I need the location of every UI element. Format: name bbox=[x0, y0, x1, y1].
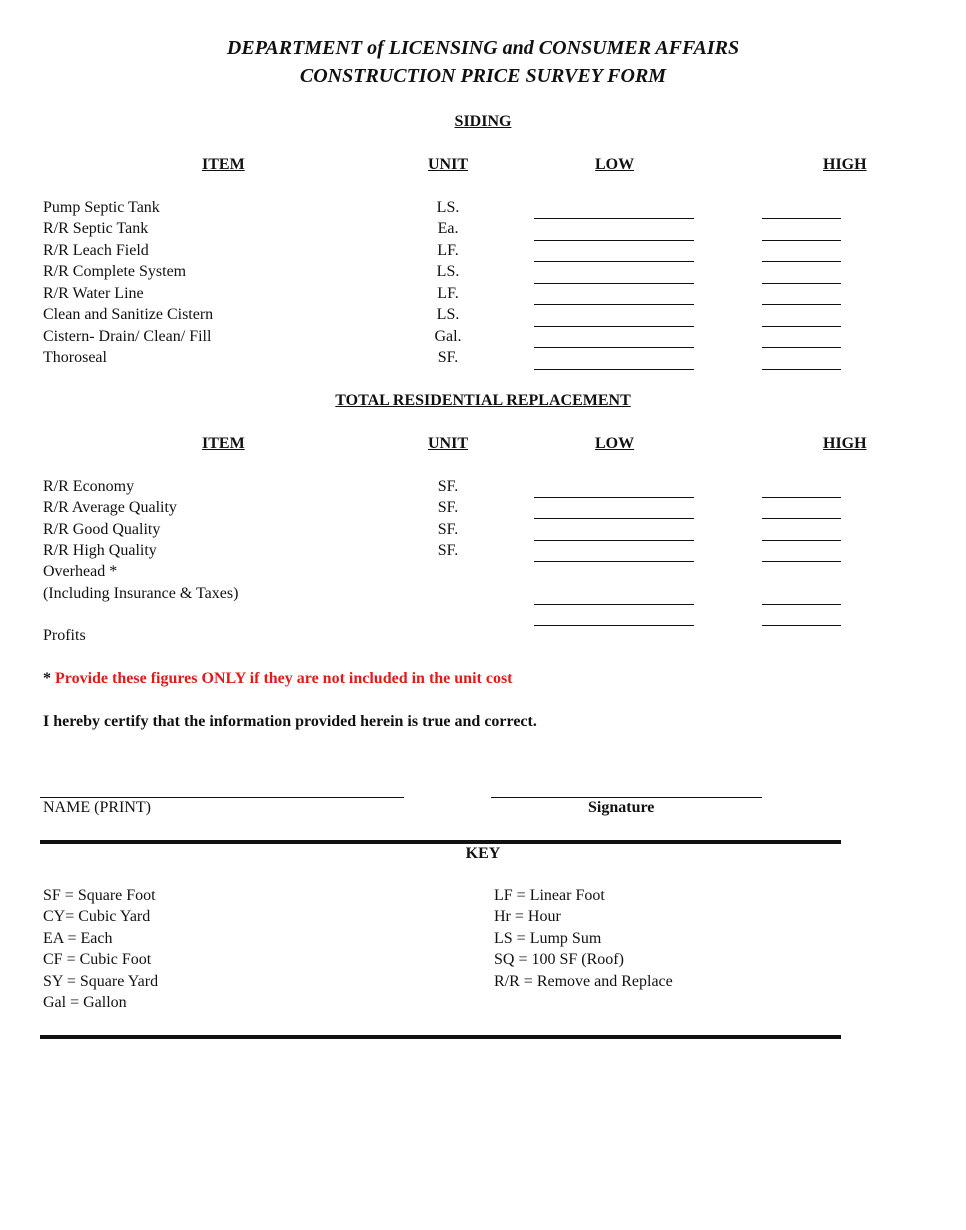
form-title-line2: CONSTRUCTION PRICE SURVEY FORM bbox=[299, 65, 667, 87]
siding-row-unit: SF. bbox=[437, 349, 459, 366]
section-heading-siding: SIDING bbox=[454, 113, 512, 130]
column-header-low: LOW bbox=[595, 435, 635, 452]
key-top-rule bbox=[40, 840, 841, 844]
replacement-row-unit: SF. bbox=[437, 521, 459, 538]
note-asterisk: * bbox=[43, 670, 51, 687]
siding-row-unit: LS. bbox=[436, 263, 460, 280]
signature-line[interactable] bbox=[491, 797, 762, 798]
key-left-item: SY = Square Yard bbox=[43, 973, 159, 990]
overhead-high-field[interactable] bbox=[762, 604, 841, 605]
replacement-row-unit: SF. bbox=[437, 542, 459, 559]
column-header-high: HIGH bbox=[823, 435, 867, 452]
replacement-row-high-field[interactable] bbox=[762, 518, 841, 519]
replacement-row-high-field[interactable] bbox=[762, 540, 841, 541]
note-line bbox=[43, 670, 513, 688]
siding-row-item: Thoroseal bbox=[43, 349, 107, 366]
siding-row-low-field[interactable] bbox=[534, 240, 694, 241]
certification-statement: I hereby certify that the information provided herein is true and correct. bbox=[43, 713, 537, 730]
column-header-unit: UNIT bbox=[428, 156, 469, 173]
replacement-row-high-field[interactable] bbox=[762, 561, 841, 562]
siding-row-low-field[interactable] bbox=[534, 326, 694, 327]
siding-row-low-field[interactable] bbox=[534, 218, 694, 219]
column-header-low: LOW bbox=[595, 156, 635, 173]
key-left-item: Gal = Gallon bbox=[43, 994, 127, 1011]
siding-row-item: Clean and Sanitize Cistern bbox=[43, 306, 214, 323]
siding-row-unit: LS. bbox=[436, 199, 460, 216]
replacement-row-low-field[interactable] bbox=[534, 561, 694, 562]
column-header-item: ITEM bbox=[202, 156, 245, 173]
siding-row-item: R/R Septic Tank bbox=[43, 220, 149, 237]
profits-label: Profits bbox=[43, 627, 86, 644]
replacement-row-item: R/R High Quality bbox=[43, 542, 157, 559]
column-header-unit: UNIT bbox=[428, 435, 469, 452]
signature-label: Signature bbox=[588, 799, 655, 816]
key-heading: KEY bbox=[465, 845, 501, 862]
replacement-row-item: R/R Economy bbox=[43, 478, 135, 495]
key-left-item: EA = Each bbox=[43, 930, 113, 947]
siding-row-item: R/R Water Line bbox=[43, 285, 144, 302]
overhead-low-field[interactable] bbox=[534, 604, 694, 605]
column-header-high-clip bbox=[823, 435, 867, 453]
siding-row-low-field[interactable] bbox=[534, 261, 694, 262]
siding-row-high-field[interactable] bbox=[762, 369, 841, 370]
siding-row-unit: LF. bbox=[437, 242, 459, 259]
siding-row-low-field[interactable] bbox=[534, 347, 694, 348]
key-left-item: CF = Cubic Foot bbox=[43, 951, 152, 968]
column-header-item: ITEM bbox=[202, 435, 245, 452]
siding-row-high-field[interactable] bbox=[762, 240, 841, 241]
key-left-item: SF = Square Foot bbox=[43, 887, 156, 904]
name-print-label: NAME (PRINT) bbox=[43, 799, 151, 816]
profits-high-field[interactable] bbox=[762, 625, 841, 626]
key-right-item: Hr = Hour bbox=[494, 908, 561, 925]
key-left-item: CY= Cubic Yard bbox=[43, 908, 151, 925]
note-text: Provide these figures ONLY if they are not included in the unit cost bbox=[55, 670, 513, 687]
siding-row-unit: LS. bbox=[436, 306, 460, 323]
key-right-item: SQ = 100 SF (Roof) bbox=[494, 951, 624, 968]
key-right-item: R/R = Remove and Replace bbox=[494, 973, 673, 990]
overhead-label: Overhead * bbox=[43, 563, 118, 580]
form-title-line1: DEPARTMENT of LICENSING and CONSUMER AFFAIRS bbox=[226, 37, 740, 59]
overhead-sublabel: (Including Insurance & Taxes) bbox=[43, 585, 239, 602]
replacement-row-low-field[interactable] bbox=[534, 497, 694, 498]
siding-row-low-field[interactable] bbox=[534, 369, 694, 370]
replacement-row-unit: SF. bbox=[437, 478, 459, 495]
siding-row-low-field[interactable] bbox=[534, 304, 694, 305]
siding-row-low-field[interactable] bbox=[534, 283, 694, 284]
key-right-item: LF = Linear Foot bbox=[494, 887, 605, 904]
column-header-high: HIGH bbox=[823, 156, 867, 173]
siding-row-high-field[interactable] bbox=[762, 347, 841, 348]
replacement-row-item: R/R Average Quality bbox=[43, 499, 177, 516]
siding-row-high-field[interactable] bbox=[762, 261, 841, 262]
replacement-row-unit: SF. bbox=[437, 499, 459, 516]
replacement-row-low-field[interactable] bbox=[534, 518, 694, 519]
name-print-line[interactable] bbox=[40, 797, 404, 798]
replacement-row-low-field[interactable] bbox=[534, 540, 694, 541]
key-bottom-rule bbox=[40, 1035, 841, 1039]
siding-row-item: Pump Septic Tank bbox=[43, 199, 160, 216]
profits-low-field[interactable] bbox=[534, 625, 694, 626]
siding-row-item: Cistern- Drain/ Clean/ Fill bbox=[43, 328, 212, 345]
section-heading-replacement: TOTAL RESIDENTIAL REPLACEMENT bbox=[335, 392, 631, 409]
siding-row-high-field[interactable] bbox=[762, 218, 841, 219]
siding-row-unit: Gal. bbox=[434, 328, 462, 345]
replacement-row-high-field[interactable] bbox=[762, 497, 841, 498]
replacement-row-item: R/R Good Quality bbox=[43, 521, 161, 538]
siding-row-high-field[interactable] bbox=[762, 304, 841, 305]
siding-row-high-field[interactable] bbox=[762, 283, 841, 284]
siding-row-item: R/R Complete System bbox=[43, 263, 187, 280]
siding-row-high-field[interactable] bbox=[762, 326, 841, 327]
siding-row-unit: Ea. bbox=[437, 220, 459, 237]
key-right-item: LS = Lump Sum bbox=[494, 930, 602, 947]
siding-row-unit: LF. bbox=[437, 285, 459, 302]
siding-row-item: R/R Leach Field bbox=[43, 242, 149, 259]
column-header-high-clip bbox=[823, 156, 867, 174]
